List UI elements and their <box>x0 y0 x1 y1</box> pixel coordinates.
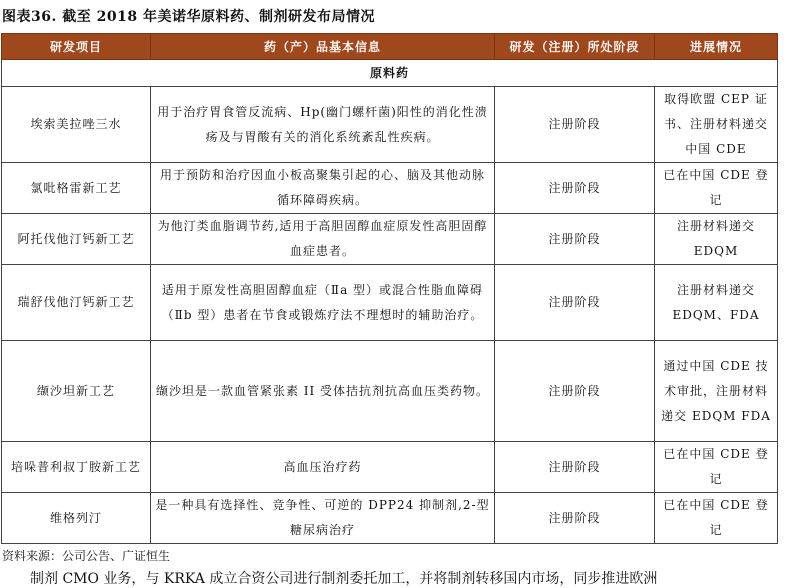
header-progress: 进展情况 <box>655 34 778 60</box>
drug-info: 用于预防和治疗因血小板高聚集引起的心、脑及其他动脉循环障碍疾病。 <box>151 163 495 214</box>
progress: 注册材料递交 EDQM、FDA <box>655 265 778 341</box>
table-row <box>2 163 778 214</box>
project-name: 瑞舒伐他汀钙新工艺 <box>2 265 151 341</box>
progress: 取得欧盟 CEP 证书、注册材料递交中国 CDE <box>655 87 778 163</box>
progress: 已在中国 CDE 登记 <box>655 163 778 214</box>
drug-info: 为他汀类血脂调节药,适用于高胆固醇血症原发性高胆固醇血症患者。 <box>151 214 495 265</box>
progress: 已在中国 CDE 登记 <box>655 493 778 544</box>
stage: 注册阶段 <box>495 163 655 214</box>
drug-info: 是一种具有选择性、竞争性、可逆的 DPP24 抑制剂,2-型糖尿病治疗 <box>151 493 495 544</box>
table-row <box>2 341 778 442</box>
table-row <box>2 87 778 163</box>
table-row <box>2 265 778 341</box>
drug-info: 用于治疗胃食管反流病、Hp(幽门螺杆菌)阳性的消化性溃疡及与胃酸有关的消化系统紊乱性疾病。 <box>151 87 495 163</box>
table-row <box>2 493 778 544</box>
project-name: 阿托伐他汀钙新工艺 <box>2 214 151 265</box>
header-project: 研发项目 <box>2 34 151 60</box>
stage: 注册阶段 <box>495 442 655 493</box>
progress: 通过中国 CDE 技术审批，注册材料递交 EDQM FDA <box>655 341 778 442</box>
section-row <box>2 60 778 87</box>
stage: 注册阶段 <box>495 493 655 544</box>
rd-table <box>1 33 778 544</box>
header-info: 药（产）品基本信息 <box>151 34 495 60</box>
project-name: 缬沙坦新工艺 <box>2 341 151 442</box>
stage: 注册阶段 <box>495 265 655 341</box>
stage: 注册阶段 <box>495 214 655 265</box>
project-name: 维格列汀 <box>2 493 151 544</box>
section-label: 原料药 <box>2 60 778 87</box>
table-row <box>2 214 778 265</box>
table-row <box>2 442 778 493</box>
drug-info: 缬沙坦是一款血管紧张素 II 受体拮抗剂抗高血压类药物。 <box>151 341 495 442</box>
progress: 注册材料递交 EDQM <box>655 214 778 265</box>
stage: 注册阶段 <box>495 341 655 442</box>
project-name: 埃索美拉唑三水 <box>2 87 151 163</box>
figure-title: 图表36. 截至 2018 年美诺华原料药、制剂研发布局情况 <box>2 9 375 25</box>
body-text-cutoff: 制剂 CMO 业务，与 KRKA 成立合资公司进行制剂委托加工，并将制剂转移国内市场，同步推进欧洲 <box>30 571 658 587</box>
header-row <box>2 34 778 60</box>
drug-info: 适用于原发性高胆固醇血症（Ⅱa 型）或混合性脂血障碍（Ⅱb 型）患者在节食或锻炼疗法不理想时的辅助治疗。 <box>151 265 495 341</box>
project-name: 氯吡格雷新工艺 <box>2 163 151 214</box>
progress: 已在中国 CDE 登记 <box>655 442 778 493</box>
source-note: 资料来源：公司公告、广证恒生 <box>2 549 171 563</box>
header-stage: 研发（注册）所处阶段 <box>495 34 655 60</box>
drug-info: 高血压治疗药 <box>151 442 495 493</box>
project-name: 培哚普利叔丁胺新工艺 <box>2 442 151 493</box>
stage: 注册阶段 <box>495 87 655 163</box>
